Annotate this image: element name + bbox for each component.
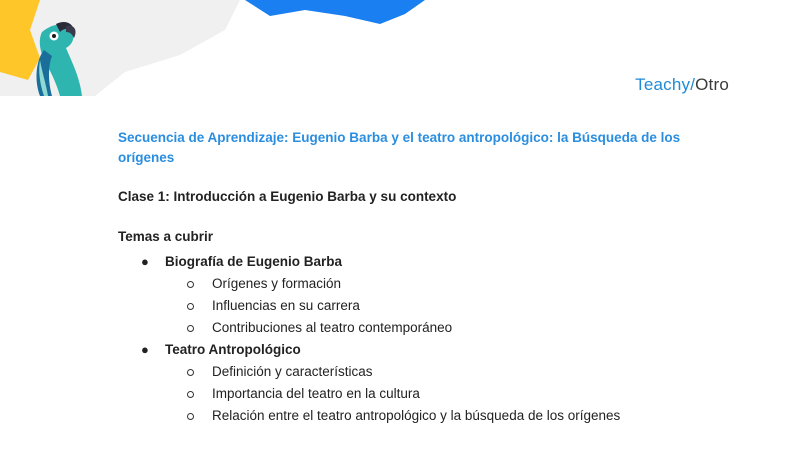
- document-content: [118, 128, 698, 427]
- circle-bullet-icon: [187, 369, 194, 376]
- circle-bullet-icon: [187, 325, 194, 332]
- class-heading: Clase 1: Introducción a Eugenio Barba y su contexto: [118, 189, 457, 204]
- topic-item: [118, 251, 698, 339]
- subtopic-label: Influencias en su carrera: [212, 298, 360, 313]
- subtopics-list: [165, 273, 698, 339]
- topics-list: [118, 251, 698, 427]
- subtopic-item: [165, 273, 698, 295]
- subtopic-label: Orígenes y formación: [212, 276, 342, 291]
- brand-wordmark: [635, 75, 729, 95]
- brand-category: Otro: [695, 75, 729, 94]
- circle-bullet-icon: [187, 281, 194, 288]
- topic-label: Biografía de Eugenio Barba: [165, 254, 343, 269]
- subtopic-label: Relación entre el teatro antropológico y la búsqueda de los orígenes: [212, 408, 621, 423]
- subtopic-item: [165, 383, 698, 405]
- document-title: Secuencia de Aprendizaje: Eugenio Barba y el teatro antropológico: la Búsqueda de los orígenes: [118, 130, 681, 165]
- subtopics-list: [165, 361, 698, 427]
- subtopic-label: Importancia del teatro en la cultura: [212, 386, 420, 401]
- topic-item: [118, 339, 698, 427]
- circle-bullet-icon: [187, 391, 194, 398]
- circle-bullet-icon: [187, 413, 194, 420]
- bullet-icon: ●: [141, 342, 149, 357]
- subtopic-item: [165, 295, 698, 317]
- subtopic-label: Definición y características: [212, 364, 373, 379]
- subtopic-item: [165, 405, 698, 427]
- subtopic-item: [165, 317, 698, 339]
- topics-heading: Temas a cubrir: [118, 229, 214, 244]
- brand-teachy: Teachy/: [635, 75, 696, 94]
- blue-shape: [245, 0, 425, 24]
- topic-label: Teatro Antropológico: [165, 342, 301, 357]
- subtopic-item: [165, 361, 698, 383]
- circle-bullet-icon: [187, 303, 194, 310]
- subtopic-label: Contribuciones al teatro contemporáneo: [212, 320, 453, 335]
- bullet-icon: ●: [141, 254, 149, 269]
